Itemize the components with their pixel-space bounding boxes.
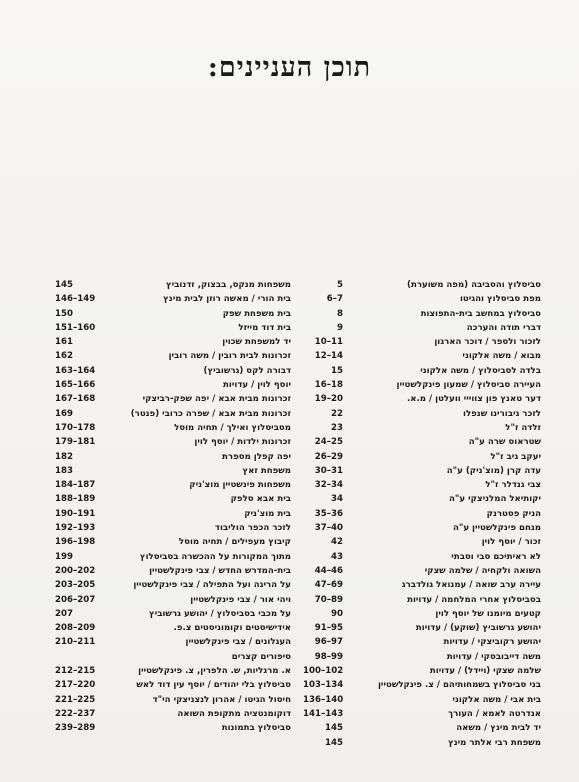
toc-entry-title: משה דייבובסקי / עדויות	[446, 651, 541, 662]
toc-entry-title: על הריגה ועל התפילה / צבי פינקלשטיין	[133, 580, 291, 591]
toc-entry-title: שלמה שצקי (ויידל) / עדויות	[429, 666, 541, 677]
toc-entry-page: 12–14	[314, 351, 343, 362]
toc-entry-title: קיבוץ מעפילים / תחיה מוסל	[178, 537, 291, 548]
toc-entry-title: יקותיאל המלניצקי ע"ה	[449, 494, 541, 505]
toc-entry	[301, 535, 541, 549]
toc-entry-page: 10–11	[314, 337, 343, 348]
toc-entry-title: בית אבא סלפק	[230, 494, 291, 505]
toc-entry-page: 91–95	[314, 623, 343, 634]
toc-entry-title: בסביסלוץ אחרי המלחמה / עדויות	[407, 594, 541, 605]
toc-entry-title: משפחת זאץ	[242, 465, 291, 476]
toc-entry-title: יהושע גרשוביץ (שוקע) / עדויות	[415, 623, 541, 634]
toc-entry	[53, 578, 291, 592]
toc-entry-page: 6–7	[326, 294, 343, 305]
toc-entry	[301, 292, 541, 306]
toc-entry-title: לזכר גיבורינו שנפלו	[463, 408, 541, 419]
toc-entry	[301, 378, 541, 392]
toc-entry	[53, 707, 291, 721]
toc-entry-title: שטראוס שרה ע"ה	[468, 437, 541, 448]
toc-entry	[53, 392, 291, 406]
toc-entry-page: 210–211	[55, 637, 96, 648]
toc-entry-title: סביסלוץ בתמונות	[221, 723, 291, 734]
toc-entry-title: זכרונות ילדות / יוסף לוין	[194, 437, 291, 448]
toc-entry-page: 23	[331, 422, 343, 433]
toc-entry-page: 182	[55, 451, 73, 462]
toc-entry-page: 203–205	[55, 580, 96, 591]
toc-entry	[301, 607, 541, 621]
toc-entry	[301, 707, 541, 721]
toc-entry	[53, 464, 291, 478]
toc-column-left	[53, 278, 291, 736]
toc-entry	[53, 693, 291, 707]
toc-entry	[301, 392, 541, 406]
toc-entry-title: בית הורי / מאשה רוזן לבית מינץ	[163, 294, 291, 305]
toc-entry-page: 239–289	[55, 723, 96, 734]
toc-entry-page: 222–237	[55, 708, 96, 719]
toc-entry-title: השואה ולקחיה / שלמה שצקי	[424, 565, 541, 576]
toc-entry	[53, 321, 291, 335]
toc-entry-page: 146–149	[55, 294, 96, 305]
toc-entry-title: ויהי אור / צבי פינקלשטיין	[190, 594, 291, 605]
toc-entry	[53, 650, 291, 664]
toc-entry-title: בית אבי / משה אלקוני	[452, 694, 541, 705]
toc-entry-page: 145	[325, 723, 343, 734]
toc-entry-title: סביסלוץ והסביבה (מפה משוערת)	[407, 280, 541, 290]
toc-entry	[301, 550, 541, 564]
toc-entry	[301, 492, 541, 506]
toc-entry-title: משפחות מנקס, בבצוק, זדנוביץ	[165, 280, 291, 290]
toc-entry	[301, 421, 541, 435]
toc-entry-title: בית-המדרש החדש / צבי פינקלשטיין	[149, 565, 291, 576]
toc-entry-page: 162	[55, 351, 73, 362]
page-title: תוכן העניינים:	[207, 52, 372, 83]
toc-entry	[53, 307, 291, 321]
toc-entry-title: סביסלוץ בלי יהודים / יוסף עין דוד לאש	[136, 680, 291, 691]
toc-entry	[53, 335, 291, 349]
toc-entry-title: סיפורים קצרים	[231, 651, 291, 662]
toc-entry	[301, 635, 541, 649]
toc-entry-page: 24–25	[314, 437, 343, 448]
toc-entry-title: צבי גנדלר ז"ל	[485, 480, 541, 491]
toc-entry	[53, 521, 291, 535]
toc-entry-title: מבוא / משה אלקוני	[462, 351, 541, 362]
toc-column-right	[301, 278, 541, 750]
toc-entry-title: העגלונים / צבי פינקלשטיין	[185, 637, 291, 648]
toc-entry	[301, 564, 541, 578]
toc-entry	[301, 364, 541, 378]
toc-entry-page: 103–134	[303, 680, 344, 691]
toc-entry-title: בית מוצ'ניק	[244, 508, 291, 519]
toc-entry-page: 136–140	[303, 694, 344, 705]
toc-entry	[53, 664, 291, 678]
toc-entry	[53, 721, 291, 735]
toc-entry-title: בני סביסלוץ בשמחותיהם / צ. פינקלשטיין	[377, 680, 541, 691]
toc-entry-title: מתוך המקורות על ההכשרה בסביסלוץ	[139, 551, 291, 562]
toc-entry-title: א. מרגליות, ש. הלפרין, צ. פינקלשטיין	[138, 666, 291, 677]
toc-entry-page: 98–99	[314, 651, 343, 662]
toc-entry-title: בלדה לסביסלוץ / משה אלקוני	[420, 365, 541, 376]
toc-entry-title: דוקומנטציה מתקופת השואה	[177, 708, 291, 719]
toc-entry	[301, 650, 541, 664]
toc-entry	[53, 278, 291, 292]
toc-entry-title: זכור / יוסף לוין	[481, 537, 541, 548]
toc-entry	[53, 364, 291, 378]
toc-entry-title: זכרונות לבית רובין / משה רובין	[168, 351, 291, 362]
toc-entry-page: 199	[55, 551, 73, 562]
toc-entry-page: 100–102	[303, 666, 344, 677]
toc-entry-title: סביסלוץ במחשב בית-התפוצות	[420, 308, 541, 319]
toc-entry-title: לא ראיתיכם סבי וסבתי	[451, 551, 541, 562]
toc-entry	[301, 507, 541, 521]
toc-entry-title: יהושע רקוביצקי / עדויות	[443, 637, 541, 648]
toc-entry	[53, 507, 291, 521]
toc-entry	[53, 478, 291, 492]
toc-entry	[301, 678, 541, 692]
toc-entry	[53, 450, 291, 464]
toc-entry	[53, 349, 291, 363]
toc-entry-title: בית דוד מייזל	[238, 322, 291, 333]
toc-entry-title: הניק פסטרנק	[486, 508, 541, 519]
toc-entry	[53, 621, 291, 635]
toc-entry-title: עדה קרן (מוצ'ניק) ע"ה	[446, 465, 541, 476]
toc-entry-title: על מכבי בסביסלוץ / יהושע גרשוביץ	[149, 608, 291, 619]
toc-entry-title: בית משפחת שפק	[222, 308, 291, 319]
toc-entry-page: 217–220	[55, 680, 96, 691]
toc-entry-page: 70–89	[314, 594, 343, 605]
toc-entry-page: 151–160	[55, 322, 96, 333]
toc-entry-page: 188–189	[55, 494, 96, 505]
toc-entry-page: 208–209	[55, 623, 96, 634]
toc-entry	[53, 678, 291, 692]
toc-entry-page: 200–202	[55, 565, 96, 576]
toc-entry-page: 90	[331, 608, 343, 619]
toc-entry-title: מנחם פינקלשטיין ע"ה	[452, 523, 541, 534]
toc-entry	[301, 307, 541, 321]
toc-entry	[301, 593, 541, 607]
toc-entry-title: זכרונות מבית אבא / שפרה כרובי (פנטר)	[130, 408, 291, 419]
toc-entry-page: 44–46	[314, 565, 343, 576]
toc-entry-page: 16–18	[314, 380, 343, 391]
toc-entry-page: 150	[55, 308, 73, 319]
toc-entry	[53, 492, 291, 506]
toc-entry-title: אנדרטה לאמא / העורך	[448, 708, 541, 719]
toc-entry-title: יד לבית מינץ / משאה	[456, 723, 541, 734]
toc-entry-page: 19–20	[314, 394, 343, 405]
toc-entry	[301, 464, 541, 478]
toc-entry	[301, 321, 541, 335]
toc-entry-page: 145	[325, 737, 343, 748]
toc-entry-page: 167–168	[55, 394, 96, 405]
toc-entry-page: 169	[55, 408, 73, 419]
toc-entry-page: 190–191	[55, 508, 96, 519]
toc-entry-page: 184–187	[55, 480, 96, 491]
toc-entry	[53, 535, 291, 549]
toc-entry	[53, 635, 291, 649]
toc-entry-title: משפחות פינשטיין מוצ'ניק	[189, 480, 291, 491]
toc-entry-title: לזכור ולספר / דוכר הארגון	[434, 337, 541, 348]
toc-entry	[53, 550, 291, 564]
toc-entry-page: 32–34	[314, 480, 343, 491]
toc-entry-title: יעקב גיב ז"ל	[490, 451, 541, 462]
toc-entry-title: זלדה ז"ל	[505, 422, 541, 433]
toc-entry-page: 26–29	[314, 451, 343, 462]
toc-entry-page: 35–36	[314, 508, 343, 519]
toc-entry-page: 96–97	[314, 637, 343, 648]
toc-entry-page: 42	[331, 537, 343, 548]
toc-entry-page: 192–193	[55, 523, 96, 534]
toc-entry-page: 15	[331, 365, 343, 376]
toc-entry-page: 34	[331, 494, 343, 505]
toc-entry-title: יד למשפחת שכוין	[222, 337, 291, 348]
toc-entry-page: 43	[331, 551, 343, 562]
toc-entry	[53, 407, 291, 421]
toc-entry	[301, 693, 541, 707]
toc-entry-title: יפה קפלן מספרת	[222, 451, 291, 462]
toc-entry-page: 165–166	[55, 380, 96, 391]
toc-entry-title: מפת סביסלוץ והגיטו	[459, 294, 541, 305]
toc-entry	[53, 292, 291, 306]
toc-entry	[53, 435, 291, 449]
toc-entry	[301, 621, 541, 635]
toc-entry	[301, 736, 541, 750]
toc-entry-title: לזכר הכפר הוליבוד	[214, 523, 291, 534]
toc-entry-title: משפחת רבי אלתר מינץ	[448, 737, 541, 748]
toc-entry-page: 22	[331, 408, 343, 419]
toc-entry	[53, 378, 291, 392]
toc-entry-title: העיירה סביסלוץ / שמעון פינקלשטיין	[396, 380, 541, 391]
toc-entry	[301, 278, 541, 292]
toc-entry	[301, 478, 541, 492]
toc-entry-page: 37–40	[314, 523, 343, 534]
toc-entry-title: זכרונות מבית אבא / יפה שפק-רביצקי	[142, 394, 291, 405]
toc-entry-page: 207	[55, 608, 73, 619]
toc-entry-page: 5	[337, 280, 343, 290]
toc-entry-page: 206–207	[55, 594, 96, 605]
toc-entry	[53, 564, 291, 578]
toc-entry-title: עיירה ערב שואה / עמנואל גולדברג	[401, 580, 541, 591]
toc-entry-title: אידישיסטים וקומוניסטים צ.פ.	[173, 623, 291, 634]
toc-entry	[301, 721, 541, 735]
toc-entry-title: דבורה לקס (גרשוביץ)	[203, 365, 291, 376]
toc-entry-page: 145	[55, 280, 73, 290]
toc-entry-page: 196–198	[55, 537, 96, 548]
toc-entry-page: 183	[55, 465, 73, 476]
toc-entry-page: 170–178	[55, 422, 96, 433]
toc-entry	[301, 335, 541, 349]
toc-entry	[53, 607, 291, 621]
toc-entry	[301, 664, 541, 678]
toc-entry	[301, 349, 541, 363]
toc-entry-page: 141–143	[303, 708, 344, 719]
toc-entry-page: 212–215	[55, 666, 96, 677]
toc-entry-title: קטעים מיומנו של יוסף לוין	[435, 608, 541, 619]
toc-entry	[53, 421, 291, 435]
toc-entry	[301, 521, 541, 535]
toc-entry-title: חיסול הגיטו / אהרון לנצניצקי הי"ד	[152, 694, 291, 705]
toc-entry	[301, 450, 541, 464]
toc-entry-page: 47–69	[314, 580, 343, 591]
toc-entry-title: דער טאנץ פון צווייי וועלטן / מ.א.	[407, 394, 541, 405]
toc-entry-title: מסביסלוץ ואילך / תחיה מוסל	[174, 422, 291, 433]
toc-entry-page: 161	[55, 337, 73, 348]
toc-entry-page: 30–31	[314, 465, 343, 476]
toc-entry-page: 221–225	[55, 694, 96, 705]
toc-entry-page: 179–181	[55, 437, 96, 448]
toc-entry	[301, 407, 541, 421]
toc-entry-page: 163–164	[55, 365, 96, 376]
toc-entry	[53, 593, 291, 607]
toc-entry	[301, 578, 541, 592]
toc-entry-page: 9	[337, 322, 343, 333]
toc-entry-title: דברי תודה והערכה	[466, 322, 541, 333]
toc-entry	[301, 435, 541, 449]
toc-entry-page: 8	[337, 308, 343, 319]
toc-entry-title: יוסף לוין / עדויות	[223, 380, 291, 391]
